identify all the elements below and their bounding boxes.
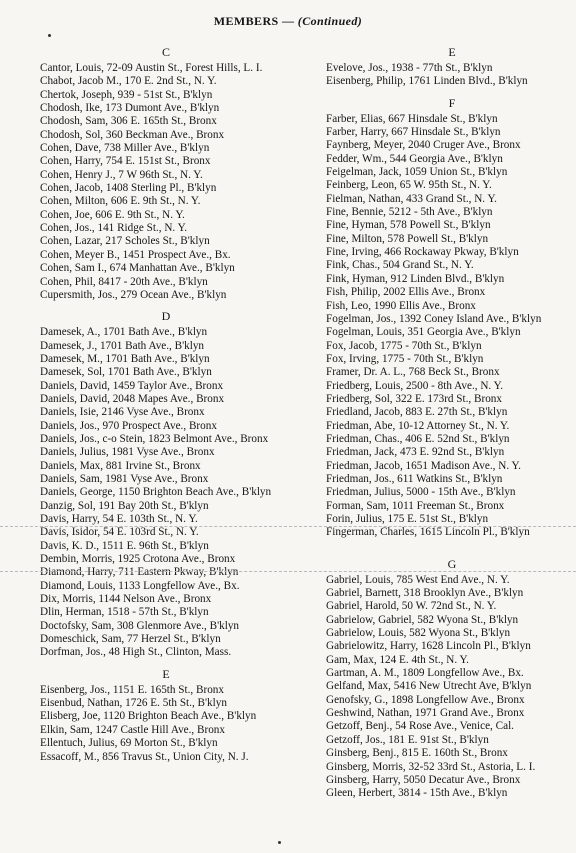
list-item: Daniels, David, 2048 Mapes Ave., Bronx — [40, 392, 225, 405]
list-item: Fine, Irving, 466 Rockaway Pkway, B'klyn — [326, 246, 519, 259]
list-item: Daniels, Isie, 2146 Vyse Ave., Bronx — [40, 406, 205, 419]
list-item: Dorfman, Jos., 48 High St., Clinton, Mass. — [40, 646, 232, 659]
page-title — [0, 14, 576, 29]
list-item: Chodosh, Sam, 306 E. 165th St., Bronx — [40, 115, 217, 128]
list-item: Chodosh, Sol, 360 Beckman Ave., Bronx — [40, 128, 225, 141]
list-item: Fink, Chas., 504 Grand St., N. Y. — [326, 259, 474, 272]
list-item: Fox, Irving, 1775 - 70th St., B'klyn — [326, 352, 484, 365]
list-item: Dix, Morris, 1144 Nelson Ave., Bronx — [40, 593, 212, 606]
section-e-list — [40, 684, 292, 764]
list-item: Eisenbud, Nathan, 1726 E. 5th St., B'klyn — [40, 697, 227, 710]
list-item: Cohen, Dave, 738 Miller Ave., B'klyn — [40, 142, 210, 155]
list-item: Farber, Harry, 667 Hinsdale St., B'klyn — [326, 126, 501, 139]
list-item: Davis, K. D., 1511 E. 96th St., B'klyn — [40, 539, 209, 552]
section-letter-g: G — [447, 556, 457, 571]
list-item: Damesek, Sol, 1701 Bath Ave., B'klyn — [40, 366, 212, 379]
page-title-continued: (Continued) — [297, 14, 363, 28]
list-item: Friedman, Abe, 10-12 Attorney St., N. Y. — [326, 419, 510, 432]
list-item: Fedder, Wm., 544 Georgia Ave., B'klyn — [326, 152, 503, 165]
list-item: Cohen, Joe, 606 E. 9th St., N. Y. — [40, 208, 185, 221]
list-item: Cohen, Milton, 606 E. 9th St., N. Y. — [40, 195, 201, 208]
section-letter-f: F — [448, 95, 456, 110]
list-item: Forin, Julius, 175 E. 51st St., B'klyn — [326, 513, 489, 525]
page-title-text: MEMBERS — — [213, 14, 295, 28]
list-item: Cupersmith, Jos., 279 Ocean Ave., B'klyn — [40, 288, 227, 301]
list-item: Fingerman, Charles, 1615 Lincoln Pl., B'klyn — [326, 526, 530, 539]
list-item: Fine, Hyman, 578 Powell St., B'klyn — [326, 219, 491, 232]
list-item: Eisenberg, Philip, 1761 Linden Blvd., B'klyn — [326, 75, 528, 88]
section-letter-d: D — [161, 309, 171, 324]
list-item: Davis, Isidor, 54 E. 103rd St., N. Y. — [40, 526, 199, 539]
section-g-list — [326, 574, 576, 801]
right-column — [326, 42, 576, 801]
list-item: Cohen, Jos., 141 Ridge St., N. Y. — [40, 222, 188, 235]
list-item: Damesek, M., 1701 Bath Ave., B'klyn — [40, 352, 210, 365]
list-item: Ginsberg, Harry, 5050 Decatur Ave., Bronx — [326, 773, 521, 786]
section-letter-c: C — [161, 45, 170, 59]
list-item: Geshwind, Nathan, 1971 Grand Ave., Bronx — [326, 707, 525, 720]
list-item: Gleen, Herbert, 3814 - 15th Ave., B'klyn — [326, 787, 508, 800]
list-item: Eisenberg, Jos., 1151 E. 165th St., Bronx — [40, 683, 224, 696]
list-item: Feigelman, Jack, 1059 Union St., B'klyn — [326, 166, 508, 179]
list-item: Evelove, Jos., 1938 - 77th St., B'klyn — [326, 62, 493, 74]
section-letter-e-cont: E — [448, 45, 456, 59]
list-item: Danzig, Sol, 191 Bay 20th St., B'klyn — [40, 499, 209, 512]
section-d-list — [40, 326, 292, 660]
list-item: Friedman, Jos., 611 Watkins St., B'klyn — [326, 472, 503, 485]
list-item: Gabriel, Barnett, 318 Brooklyn Ave., B'klyn — [326, 587, 524, 600]
print-speck — [48, 34, 51, 37]
list-item: Dembin, Morris, 1925 Crotona Ave., Bronx — [40, 553, 236, 566]
list-item: Elisberg, Joe, 1120 Brighton Beach Ave., B'klyn — [40, 710, 257, 723]
list-item: Farber, Elias, 667 Hinsdale St., B'klyn — [326, 112, 498, 125]
list-item: Daniels, David, 1459 Taylor Ave., Bronx — [40, 379, 224, 392]
section-c-list — [40, 62, 292, 302]
list-item: Getzoff, Jos., 181 E. 91st St., B'klyn — [326, 733, 489, 746]
list-item: Diamond, Harry, 711 Eastern Pkway, B'klyn — [40, 566, 239, 579]
list-item: Daniels, Jos., 970 Prospect Ave., Bronx — [40, 419, 217, 432]
list-item: Gabrielowitz, Harry, 1628 Lincoln Pl., B'klyn — [326, 640, 531, 653]
section-f-list — [326, 113, 576, 540]
list-item: Elkin, Sam, 1247 Castle Hill Ave., Bronx — [40, 723, 225, 736]
list-item: Gam, Max, 124 E. 4th St., N. Y. — [326, 653, 469, 666]
list-item: Chodosh, Ike, 173 Dumont Ave., B'klyn — [40, 102, 220, 115]
list-item: Forman, Sam, 1011 Freeman St., Bronx — [326, 499, 505, 512]
list-item: Friedberg, Sol, 322 E. 173rd St., Bronx — [326, 392, 502, 405]
list-item: Daniels, Jos., c-o Stein, 1823 Belmont Ave., Bronx — [40, 432, 269, 445]
list-item: Damesek, J., 1701 Bath Ave., B'klyn — [40, 339, 205, 352]
list-item: Framer, Dr. A. L., 768 Beck St., Bronx — [326, 366, 500, 379]
list-item: Fine, Milton, 578 Powell St., B'klyn — [326, 232, 489, 245]
list-item: Damesek, A., 1701 Bath Ave., B'klyn — [40, 326, 208, 339]
list-item: Cohen, Phil, 8417 - 20th Ave., B'klyn — [40, 275, 208, 288]
list-item: Cohen, Jacob, 1408 Sterling Pl., B'klyn — [40, 182, 217, 195]
print-speck — [278, 841, 281, 844]
list-item: Davis, Harry, 54 E. 103th St., N. Y. — [40, 513, 198, 525]
list-item: Friedberg, Louis, 2500 - 8th Ave., N. Y. — [326, 379, 504, 392]
left-column — [40, 42, 292, 764]
list-item: Cohen, Harry, 754 E. 151st St., Bronx — [40, 155, 211, 168]
list-item: Dlin, Herman, 1518 - 57th St., B'klyn — [40, 606, 209, 619]
list-item: Friedman, Chas., 406 E. 52nd St., B'klyn — [326, 432, 510, 445]
list-item: Doctofsky, Sam, 308 Glenmore Ave., B'klyn — [40, 619, 240, 632]
list-item: Domeschick, Sam, 77 Herzel St., B'klyn — [40, 633, 221, 646]
list-item: Gartman, A. M., 1809 Longfellow Ave., Bx. — [326, 667, 524, 680]
list-item: Fox, Jacob, 1775 - 70th St., B'klyn — [326, 339, 482, 352]
list-item: Daniels, Julius, 1981 Vyse Ave., Bronx — [40, 446, 215, 459]
list-item: Gabrielow, Louis, 582 Wyona St., B'klyn — [326, 627, 511, 640]
list-item: Cohen, Meyer B., 1451 Prospect Ave., Bx. — [40, 248, 231, 261]
list-item: Gelfand, Max, 5416 New Utrecht Ave, B'klyn — [326, 680, 532, 693]
list-item: Ellentuch, Julius, 69 Morton St., B'klyn — [40, 737, 218, 750]
list-item: Daniels, George, 1150 Brighton Beach Ave., B'klyn — [40, 486, 272, 499]
section-letter-e: E — [162, 666, 170, 681]
list-item: Friedman, Jack, 473 E. 92nd St., B'klyn — [326, 446, 505, 459]
list-item: Friedman, Julius, 5000 - 15th Ave., B'klyn — [326, 486, 516, 499]
list-item: Diamond, Louis, 1133 Longfellow Ave., Bx. — [40, 579, 240, 592]
list-item: Faynberg, Meyer, 2040 Cruger Ave., Bronx — [326, 139, 521, 152]
list-item: Ginsberg, Morris, 32-52 33rd St., Astoria, L. I. — [326, 760, 536, 773]
list-item: Cohen, Henry J., 7 W 96th St., N. Y. — [40, 168, 203, 181]
list-item: Feinberg, Leon, 65 W. 95th St., N. Y. — [326, 179, 492, 192]
list-item: Fogelman, Jos., 1392 Coney Island Ave., B'klyn — [326, 312, 542, 325]
list-item: Fink, Hyman, 912 Linden Blvd., B'klyn — [326, 272, 505, 285]
list-item: Gabriel, Louis, 785 West End Ave., N. Y. — [326, 573, 510, 586]
list-item: Chabot, Jacob M., 170 E. 2nd St., N. Y. — [40, 75, 217, 88]
list-item: Cantor, Louis, 72-09 Austin St., Forest Hills, L. I. — [40, 62, 263, 74]
fold-line — [0, 526, 576, 528]
list-item: Fish, Leo, 1990 Ellis Ave., Bronx — [326, 299, 476, 312]
list-item: Chertok, Joseph, 939 - 51st St., B'klyn — [40, 88, 213, 101]
list-item: Cohen, Lazar, 217 Scholes St., B'klyn — [40, 235, 210, 248]
list-item: Daniels, Max, 881 Irvine St., Bronx — [40, 459, 201, 472]
list-item: Genofsky, G., 1898 Longfellow Ave., Bronx — [326, 693, 525, 706]
list-item: Daniels, Sam, 1981 Vyse Ave., Bronx — [40, 472, 209, 485]
list-item: Essacoff, M., 856 Travus St., Union City, N. J. — [40, 750, 249, 763]
list-item: Cohen, Sam I., 674 Manhattan Ave., B'klyn — [40, 262, 235, 275]
fold-line — [0, 571, 576, 573]
list-item: Gabriel, Harold, 50 W. 72nd St., N. Y. — [326, 600, 497, 613]
list-item: Friedland, Jacob, 883 E. 27th St., B'klyn — [326, 406, 508, 419]
list-item: Friedman, Jacob, 1651 Madison Ave., N. Y. — [326, 459, 521, 472]
section-e-cont-list — [326, 62, 576, 89]
list-item: Fine, Bennie, 5212 - 5th Ave., B'klyn — [326, 206, 493, 219]
list-item: Fielman, Nathan, 433 Grand St., N. Y. — [326, 192, 497, 205]
list-item: Gabrielow, Gabriel, 582 Wyona St., B'klyn — [326, 613, 519, 626]
list-item: Getzoff, Benj., 54 Rose Ave., Venice, Cal. — [326, 720, 514, 733]
list-item: Ginsberg, Benj., 815 E. 160th St., Bronx — [326, 747, 508, 760]
list-item: Fish, Philip, 2002 Ellis Ave., Bronx — [326, 286, 486, 299]
list-item: Fogelman, Louis, 351 Georgia Ave., B'klyn — [326, 326, 521, 339]
